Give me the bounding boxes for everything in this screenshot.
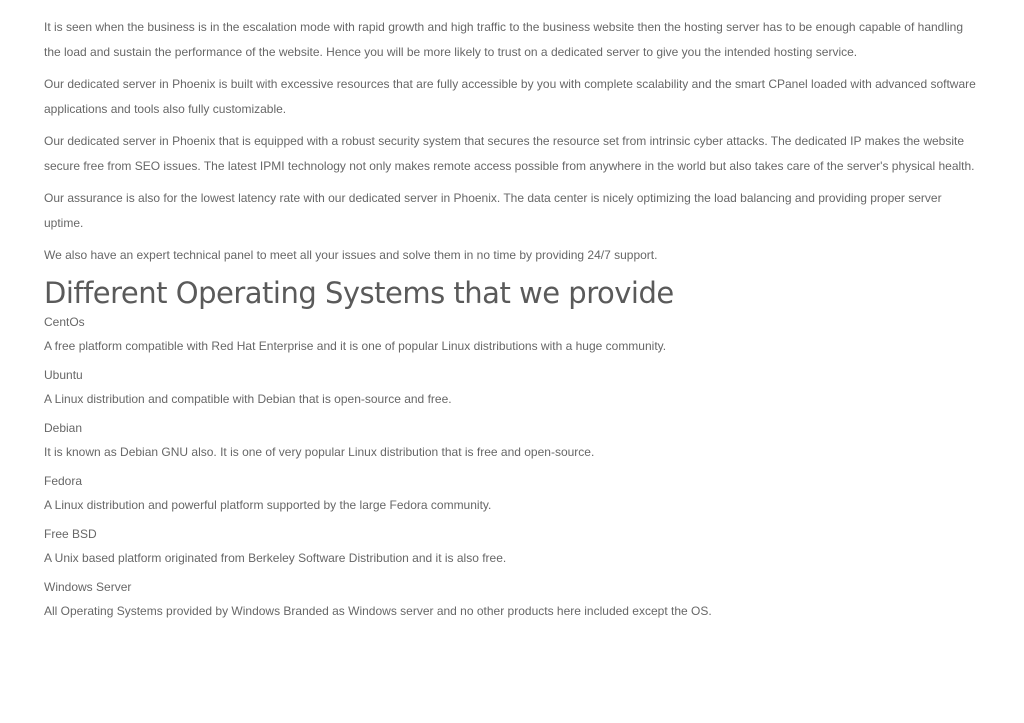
os-description: It is known as Debian GNU also. It is one of very popular Linux distribution that is free and open-source. [44,444,595,459]
os-description: A free platform compatible with Red Hat Enterprise and it is one of popular Linux distributions with a huge community. [44,338,667,353]
os-name: Fedora [44,473,83,488]
os-name: Free BSD [44,526,97,541]
os-item-centos [44,313,979,358]
intro-paragraph-3: Our dedicated server in Phoenix that is equipped with a robust security system that secures the resource set from intrinsic cyber attacks. The dedicated IP makes the website secure free from SEO issues. The latest IPMI technology not only makes remote access possible from anywhere in the world but also takes care of the server's physical health. [44,134,975,173]
os-item-freebsd [44,525,979,570]
os-item-windows-server [44,578,979,623]
article-content [44,15,979,631]
os-section-heading: Different Operating Systems that we provide [44,275,674,310]
os-item-ubuntu [44,366,979,411]
os-description: A Unix based platform originated from Berkeley Software Distribution and it is also free. [44,550,507,565]
os-name: Ubuntu [44,367,83,382]
os-description: All Operating Systems provided by Windows Branded as Windows server and no other products here included except the OS. [44,603,712,618]
intro-paragraph-4: Our assurance is also for the lowest latency rate with our dedicated server in Phoenix. The data center is nicely optimizing the load balancing and providing proper server uptime. [44,191,942,230]
os-name: Debian [44,420,83,435]
intro-paragraph-2: Our dedicated server in Phoenix is built with excessive resources that are fully accessible by you with complete scalability and the smart CPanel loaded with advanced software applications and tools also fully customizable. [44,77,976,116]
os-item-fedora [44,472,979,517]
os-description: A Linux distribution and compatible with Debian that is open-source and free. [44,391,452,406]
os-item-debian [44,419,979,464]
os-description: A Linux distribution and powerful platform supported by the large Fedora community. [44,497,492,512]
os-name: CentOs [44,314,85,329]
intro-paragraph-5: We also have an expert technical panel to meet all your issues and solve them in no time by providing 24/7 support. [44,248,658,262]
os-name: Windows Server [44,579,132,594]
intro-paragraph-1: It is seen when the business is in the escalation mode with rapid growth and high traffic to the business website then the hosting server has to be enough capable of handling the load and sustain the performance of the website. Hence you will be more likely to trust on a dedicated server to give you the intended hosting service. [44,20,964,59]
os-list [44,313,979,623]
